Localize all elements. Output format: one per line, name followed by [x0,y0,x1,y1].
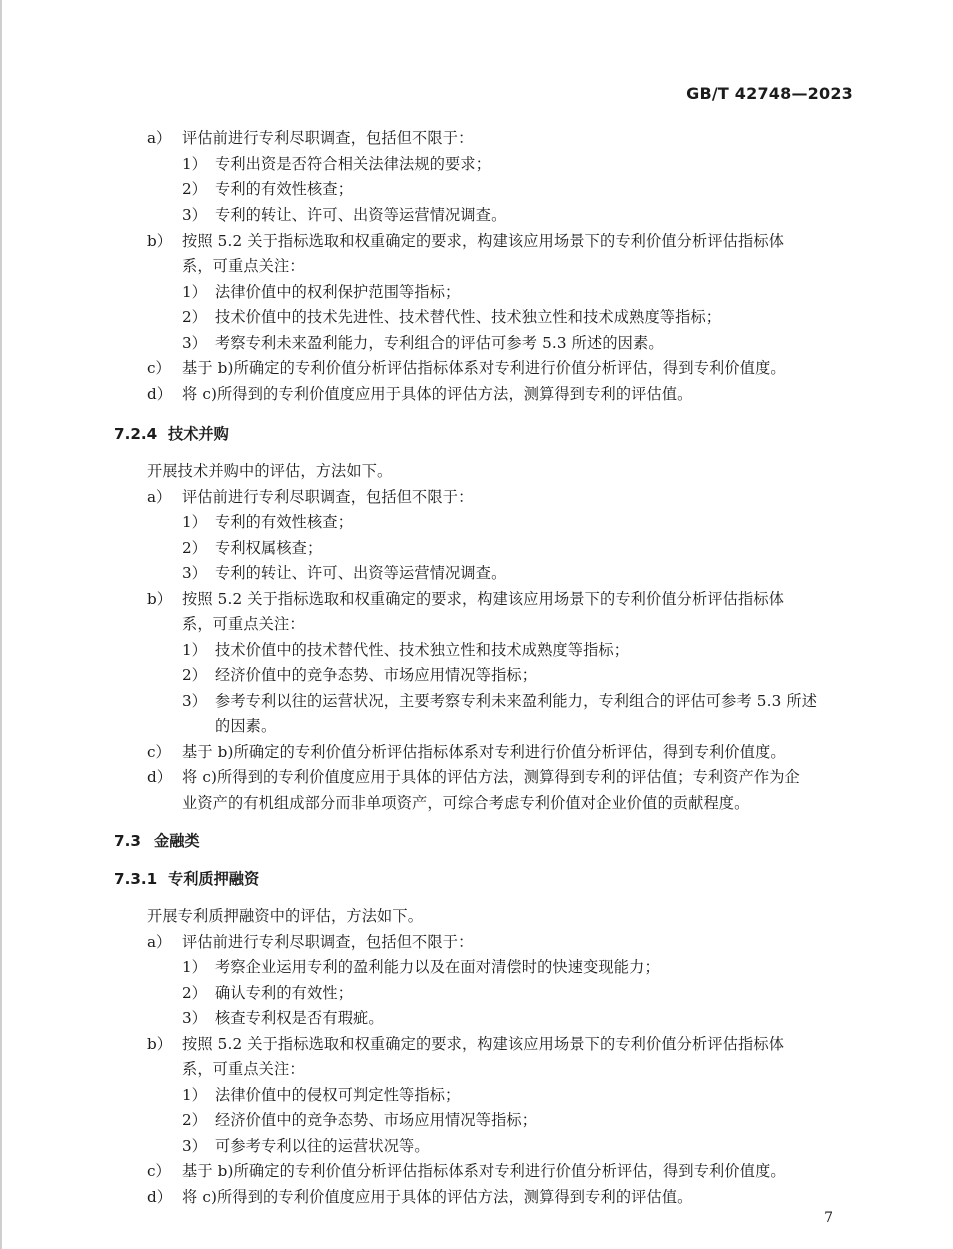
sub-list-tag: 3） [182,334,207,352]
sub-list-tag: 3） [182,692,207,710]
list-tag: b） [147,232,172,250]
sub-list-item: 专利的有效性核查； [215,180,354,198]
section-intro: 开展专利质押融资中的评估，方法如下。 [147,907,424,925]
standard-id: GB/T 42748—2023 [686,84,853,103]
sub-list-item: 专利的有效性核查； [215,513,354,531]
sub-list-tag: 2） [182,539,207,557]
list-tag: c） [147,359,171,377]
sub-list-item: 专利权属核查； [215,539,323,557]
sub-list-item: 技术价值中的技术先进性、技术替代性、技术独立性和技术成熟度等指标； [215,308,722,326]
sub-list-item: 确认专利的有效性； [215,984,354,1002]
list-item: 评估前进行专利尽职调查，包括但不限于： [182,488,474,506]
sub-list-item: 经济价值中的竞争态势、市场应用情况等指标； [215,666,538,684]
section-title: 金融类 [154,832,200,850]
list-item-cont: 系，可重点关注： [182,615,305,633]
sub-list-item: 专利的转让、许可、出资等运营情况调查。 [215,564,507,582]
section-number: 7.3 [114,832,141,850]
list-tag: d） [147,1188,172,1206]
section-title: 专利质押融资 [168,870,260,888]
sub-list-item-cont: 的因素。 [215,717,277,735]
sub-list-item: 核查专利权是否有瑕疵。 [215,1009,384,1027]
sub-list-item: 法律价值中的权利保护范围等指标； [215,283,461,301]
list-item-cont: 系，可重点关注： [182,257,305,275]
list-item: 按照 5.2 关于指标选取和权重确定的要求，构建该应用场景下的专利价值分析评估指标体 [182,232,785,250]
list-item: 评估前进行专利尽职调查，包括但不限于： [182,129,474,147]
list-item: 基于 b)所确定的专利价值分析评估指标体系对专利进行价值分析评估，得到专利价值度。 [182,743,786,761]
sub-list-tag: 3） [182,1009,207,1027]
sub-list-tag: 2） [182,308,207,326]
sub-list-tag: 3） [182,206,207,224]
list-tag: a） [147,933,172,951]
sub-list-item: 考察专利未来盈利能力，专利组合的评估可参考 5.3 所述的因素。 [215,334,664,352]
list-item: 基于 b)所确定的专利价值分析评估指标体系对专利进行价值分析评估，得到专利价值度。 [182,1162,786,1180]
section-intro: 开展技术并购中的评估，方法如下。 [147,462,393,480]
list-tag: c） [147,743,171,761]
sub-list-tag: 1） [182,155,207,173]
section-title: 技术并购 [168,425,229,443]
list-tag: d） [147,385,172,403]
sub-list-item: 技术价值中的技术替代性、技术独立性和技术成熟度等指标； [215,641,630,659]
list-item: 按照 5.2 关于指标选取和权重确定的要求，构建该应用场景下的专利价值分析评估指标体 [182,1035,785,1053]
list-tag: c） [147,1162,171,1180]
sub-list-tag: 1） [182,283,207,301]
page-edge [0,0,2,1249]
list-tag: b） [147,590,172,608]
list-tag: a） [147,129,172,147]
section-number: 7.2.4 [114,425,158,443]
list-tag: a） [147,488,172,506]
list-tag: d） [147,768,172,786]
page-number: 7 [824,1210,833,1226]
sub-list-item: 考察企业运用专利的盈利能力以及在面对清偿时的快速变现能力； [215,958,660,976]
sub-list-tag: 1） [182,958,207,976]
list-item-cont: 系，可重点关注： [182,1060,305,1078]
list-item: 将 c)所得到的专利价值度应用于具体的评估方法，测算得到专利的评估值；专利资产作为企 [182,768,800,786]
sub-list-item: 可参考专利以往的运营状况等。 [215,1137,430,1155]
list-item: 将 c)所得到的专利价值度应用于具体的评估方法，测算得到专利的评估值。 [182,385,693,403]
sub-list-tag: 3） [182,1137,207,1155]
sub-list-tag: 2） [182,984,207,1002]
sub-list-tag: 1） [182,1086,207,1104]
list-item: 基于 b)所确定的专利价值分析评估指标体系对专利进行价值分析评估，得到专利价值度。 [182,359,786,377]
section-number: 7.3.1 [114,870,158,888]
sub-list-item: 参考专利以往的运营状况，主要考察专利未来盈利能力，专利组合的评估可参考 5.3 所述 [215,692,818,710]
sub-list-item: 法律价值中的侵权可判定性等指标； [215,1086,461,1104]
list-item: 将 c)所得到的专利价值度应用于具体的评估方法，测算得到专利的评估值。 [182,1188,693,1206]
list-item-cont: 业资产的有机组成部分而非单项资产，可综合考虑专利价值对企业价值的贡献程度。 [182,794,750,812]
list-item: 评估前进行专利尽职调查，包括但不限于： [182,933,474,951]
sub-list-item: 经济价值中的竞争态势、市场应用情况等指标； [215,1111,538,1129]
sub-list-item: 专利的转让、许可、出资等运营情况调查。 [215,206,507,224]
sub-list-tag: 1） [182,641,207,659]
sub-list-tag: 2） [182,1111,207,1129]
sub-list-tag: 1） [182,513,207,531]
list-tag: b） [147,1035,172,1053]
list-item: 按照 5.2 关于指标选取和权重确定的要求，构建该应用场景下的专利价值分析评估指标体 [182,590,785,608]
sub-list-tag: 2） [182,180,207,198]
sub-list-tag: 2） [182,666,207,684]
sub-list-tag: 3） [182,564,207,582]
sub-list-item: 专利出资是否符合相关法律法规的要求； [215,155,492,173]
